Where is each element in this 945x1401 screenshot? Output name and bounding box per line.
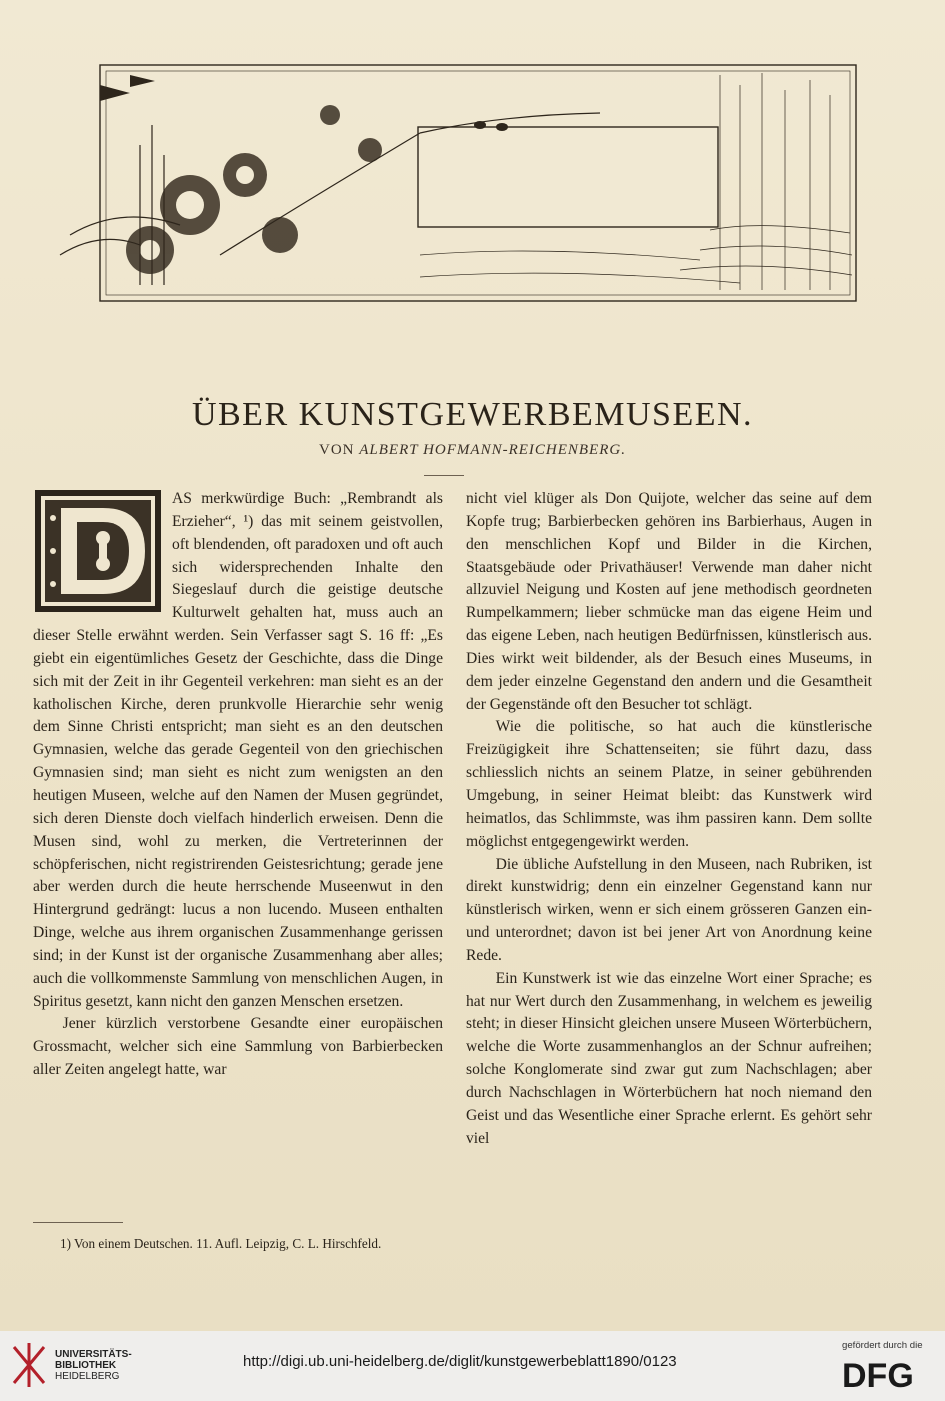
right-paragraph-4: Ein Kunstwerk ist wie das einzelne Wort einer Sprache; es hat nur Wert durch den Zusammenhang, in welchem es jeweilig steht; in dieser Hinsicht gleichen unsere Museen Wörterbüchern, welche die Worte zusammenhanglos an der Schnur aufreihen; solche Konglomerate sind zwar gut zum Nachschlagen; aber durch Nachschlagen in Wörterbüchern hat noch niemand den Geist und das Wesentliche einer Sprache erlernt. Es gehört sehr viel xyxy=(466,969,872,1147)
dfg-logo xyxy=(840,1357,934,1391)
author-name: ALBERT HOFMANN-REICHENBERG. xyxy=(359,442,626,458)
footnote-divider xyxy=(33,1222,123,1223)
right-paragraph-3: Die übliche Aufstellung in den Museen, nach Rubriken, ist direkt kunstwidrig; denn ein einzelner Gegenstand kann nur künstlerisch wirken, wenn er sich einem grösseren Ganzen ein- und unterordnet; davon ist bei jener Art von Anordnung keine Rede. xyxy=(466,855,872,964)
decorative-header-vignette xyxy=(40,55,862,315)
article-byline xyxy=(0,442,945,459)
institution-line-2: BIBLIOTHEK xyxy=(55,1360,117,1371)
right-column xyxy=(466,488,872,1150)
byline-prefix: VON xyxy=(319,442,355,458)
permalink-url[interactable]: http://digi.ub.uni-heidelberg.de/diglit/kunstgewerbeblatt1890/0123 xyxy=(243,1353,677,1370)
university-library-logo-icon xyxy=(10,1341,48,1389)
digitization-footer xyxy=(0,1331,945,1401)
article-title: ÜBER KUNSTGEWERBEMUSEEN. xyxy=(191,396,754,433)
right-paragraph-2: Wie die politische, so hat auch die künstlerische Freizügigkeit ihre Schattenseiten; sie führt dazu, dass schliesslich nichts an seinem Platze, in seiner gebührenden Umgebung, in seiner Heimat bleibt: das Kunstwerk wird heimatlos, das Schlimmste, was ihm passiren kann. Dem sollte möglichst entgegengewirkt werden. xyxy=(466,718,872,850)
right-paragraph-1: nicht viel klüger als Don Quijote, welcher das seine auf dem Kopfe trug; Barbierbecken gehören ins Barbierhaus, Augen in den menschlichen Kopf und Bilder in die Kirchen, Staatsgebäude oder Privathäuser! Verwende man daher nicht allzuviel Neigung und Kosten auf jene methodisch geordneten Rumpelkammern; lieber schmücke man das eigene Heim und das eigene Leben, nach heutigen Bedürfnissen, künstlerisch aus. Dies wirkt weit bildender, als der Besuch eines Museums, in dem jeder einzelne Gegenstand den andern und die Gesamtheit der Gegenstände oft den Besucher tot schlägt. xyxy=(466,490,872,713)
institution-line-1: UNIVERSITÄTS- xyxy=(55,1349,132,1360)
left-column xyxy=(33,488,443,1082)
left-paragraph-2: Jener kürzlich verstorbene Gesandte einer europäischen Grossmacht, welcher sich eine Sammlung von Barbierbecken aller Zeiten angelegt hatte, war xyxy=(33,1015,443,1079)
title-divider xyxy=(424,475,464,476)
funder-name: DFG xyxy=(842,1357,914,1391)
institution-line-3: HEIDELBERG xyxy=(55,1371,120,1382)
footnote: 1) Von einem Deutschen. 11. Aufl. Leipzig, C. L. Hirschfeld. xyxy=(60,1236,382,1251)
left-paragraph-1: AS merkwürdige Buch: „Rembrandt als Erzieher“, ¹) das mit seinem geistvollen, oft blendenden, oft paradoxen und oft auch sich widersprechenden Inhalte den Siegeslauf durch die geistige deutsche Kulturwelt gehalten hat, muss auch an dieser Stelle erwähnt werden. Sein Verfasser sagt S. 16 ff: „Es giebt ein eigentümliches Gesetz der Geschichte, dass die Dinge sich mit der Zeit in ihr Gegenteil verkehren: man sieht es an der katholischen Kirche, deren prunkvolle Hierarchie sehr wenig dem Sinne Christi entspricht; man sieht es an den deutschen Gymnasien, welche das gerade Gegenteil von den griechischen Gymnasien sind; man sieht es nicht zum wenigsten an den heutigen Museen, welche auf den Namen der Musen gegründet, sich deren Dienste doch vielfach hinderlich erweisen. Denn die Musen sind, wohl zu merken, die Vertreterinnen der schöpferischen, nicht registrirenden Geistesrichtung; gerade jene aber werden durch die heute herrschende Museenwut in den Hintergrund gedrängt: lucus a non lucendo. Museen enthalten Dinge, welche aus ihrem organischen Zusammenhange gerissen sind; in der Kunst ist der organische Zusammenhang aber alles; auch die vollkommenste Sammlung von menschlichen Augen, in Spiritus gesetzt, kann nicht den ganzen Menschen ersetzen. xyxy=(33,490,443,1010)
decorative-initial-d xyxy=(33,488,163,614)
university-library-name xyxy=(55,1349,132,1382)
funding-note: gefördert durch die xyxy=(842,1340,923,1351)
